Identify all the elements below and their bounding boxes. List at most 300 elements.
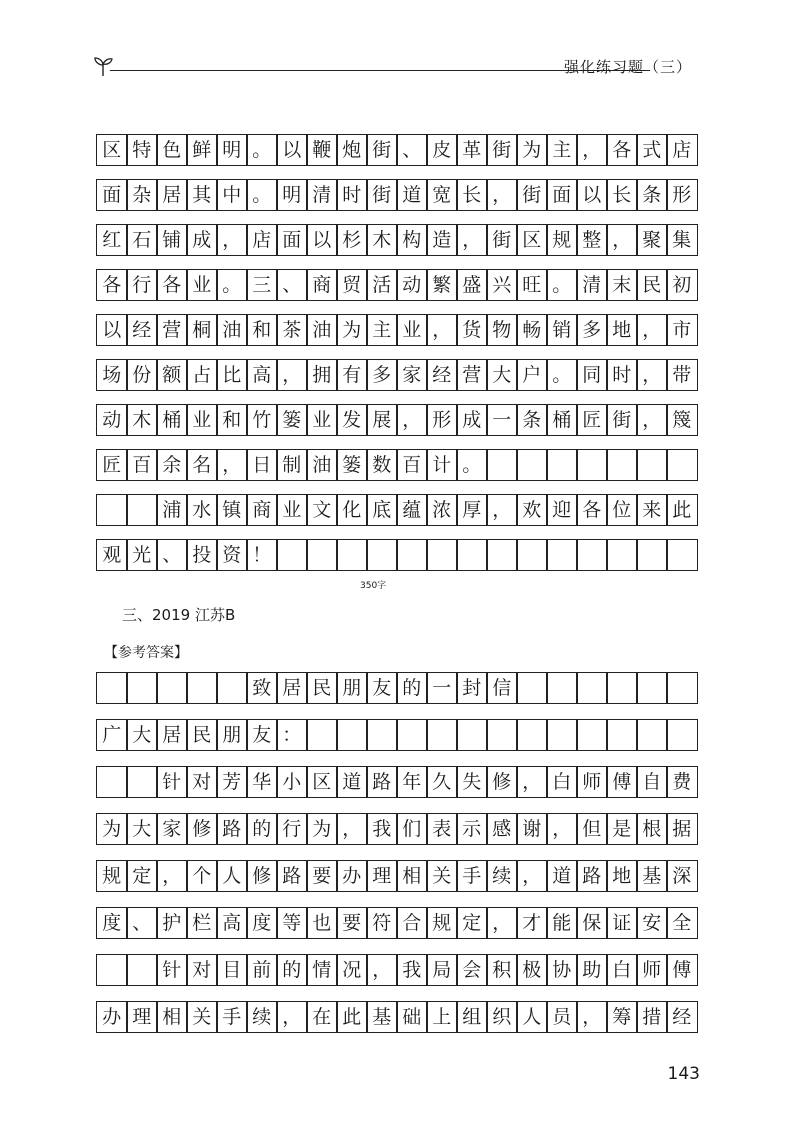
grid-cell: 街 bbox=[366, 134, 398, 166]
grid-cell: 度 bbox=[96, 907, 128, 939]
grid-cell: 路 bbox=[276, 860, 308, 892]
grid-cell: 为 bbox=[516, 134, 548, 166]
grid-cell: 芳 bbox=[216, 766, 248, 798]
grid-cell: 迎 bbox=[546, 494, 578, 526]
grid-cell: 街 bbox=[516, 179, 548, 211]
grid-cell: 高 bbox=[246, 359, 278, 391]
grid-cell: 计 bbox=[426, 449, 458, 481]
grid-cell: 鞭 bbox=[306, 134, 338, 166]
grid-cell: 和 bbox=[246, 314, 278, 346]
grid-cell: 经 bbox=[666, 1001, 698, 1033]
grid-cell: 、 bbox=[126, 907, 158, 939]
grid-cell bbox=[546, 449, 578, 481]
grid-cell: 聚 bbox=[636, 224, 668, 256]
grid-cell: 浦 bbox=[156, 494, 188, 526]
grid-cell: 规 bbox=[96, 860, 128, 892]
grid-cell: 场 bbox=[96, 359, 128, 391]
grid-cell: 才 bbox=[516, 907, 548, 939]
grid-cell: 的 bbox=[396, 672, 428, 704]
grid-cell: 造 bbox=[426, 224, 458, 256]
page-number: 143 bbox=[667, 1064, 700, 1084]
grid-cell: 失 bbox=[456, 766, 488, 798]
grid-cell: 桐 bbox=[186, 314, 218, 346]
grid-cell: 来 bbox=[636, 494, 668, 526]
grid-cell: 道 bbox=[546, 860, 578, 892]
grid-cell: 拥 bbox=[306, 359, 338, 391]
grid-cell: 营 bbox=[156, 314, 188, 346]
grid-cell: 皮 bbox=[426, 134, 458, 166]
grid-cell: 情 bbox=[306, 954, 338, 986]
grid-cell bbox=[516, 719, 548, 751]
grid-cell: 。 bbox=[246, 134, 278, 166]
grid-cell bbox=[666, 672, 698, 704]
grid-cell: 式 bbox=[636, 134, 668, 166]
grid-cell: 的 bbox=[276, 954, 308, 986]
grid-cell: 街 bbox=[486, 224, 518, 256]
grid-cell: 定 bbox=[126, 860, 158, 892]
grid-cell: 修 bbox=[486, 766, 518, 798]
grid-cell: 中 bbox=[216, 179, 248, 211]
grid-cell: 成 bbox=[186, 224, 218, 256]
grid-cell: 匠 bbox=[96, 449, 128, 481]
grid-cell: 居 bbox=[276, 672, 308, 704]
grid-cell: 物 bbox=[486, 314, 518, 346]
grid-cell: 木 bbox=[126, 404, 158, 436]
grid-cell: 根 bbox=[636, 813, 668, 845]
grid-cell: 街 bbox=[366, 179, 398, 211]
grid-cell: 能 bbox=[546, 907, 578, 939]
grid-cell: 特 bbox=[126, 134, 158, 166]
grid-cell bbox=[636, 449, 668, 481]
grid-cell: 区 bbox=[516, 224, 548, 256]
grid-cell: 三 bbox=[246, 269, 278, 301]
grid-cell: 等 bbox=[276, 907, 308, 939]
grid-cell: 民 bbox=[186, 719, 218, 751]
grid-cell: 大 bbox=[486, 359, 518, 391]
grid-cell: 数 bbox=[366, 449, 398, 481]
grid-cell: 友 bbox=[246, 719, 278, 751]
page-header bbox=[92, 52, 692, 82]
grid-row bbox=[96, 179, 698, 211]
grid-cell: 办 bbox=[96, 1001, 128, 1033]
grid-cell bbox=[426, 719, 458, 751]
grid-cell: 局 bbox=[426, 954, 458, 986]
grid-cell: 年 bbox=[396, 766, 428, 798]
grid-cell bbox=[606, 672, 638, 704]
grid-cell bbox=[486, 539, 518, 571]
grid-cell: ： bbox=[276, 719, 308, 751]
grid-cell bbox=[516, 539, 548, 571]
grid-cell bbox=[336, 539, 368, 571]
grid-cell: 合 bbox=[396, 907, 428, 939]
grid-cell: 油 bbox=[306, 314, 338, 346]
grid-cell: 为 bbox=[96, 813, 128, 845]
grid-cell: 形 bbox=[666, 179, 698, 211]
grid-cell: 白 bbox=[606, 954, 638, 986]
grid-cell: 目 bbox=[216, 954, 248, 986]
grid-cell: 位 bbox=[606, 494, 638, 526]
grid-cell: 道 bbox=[336, 766, 368, 798]
grid-cell: 针 bbox=[156, 954, 188, 986]
grid-row bbox=[96, 314, 698, 346]
grid-cell: 傅 bbox=[666, 954, 698, 986]
grid-cell: 时 bbox=[336, 179, 368, 211]
grid-cell: 名 bbox=[186, 449, 218, 481]
grid-cell: 础 bbox=[396, 1001, 428, 1033]
grid-cell: 繁 bbox=[426, 269, 458, 301]
grid-row bbox=[96, 224, 698, 256]
grid-cell: 示 bbox=[456, 813, 488, 845]
grid-cell bbox=[576, 539, 608, 571]
grid-cell bbox=[486, 449, 518, 481]
grid-cell: 居 bbox=[156, 179, 188, 211]
grid-cell: 末 bbox=[606, 269, 638, 301]
grid-cell: 师 bbox=[576, 766, 608, 798]
grid-cell: 区 bbox=[306, 766, 338, 798]
grid-cell: 表 bbox=[426, 813, 458, 845]
grid-cell: 小 bbox=[276, 766, 308, 798]
grid-cell: 篾 bbox=[666, 404, 698, 436]
grid-cell: 安 bbox=[636, 907, 668, 939]
grid-cell: 蕴 bbox=[396, 494, 428, 526]
grid-cell: 面 bbox=[546, 179, 578, 211]
grid-cell bbox=[96, 494, 128, 526]
grid-cell: 业 bbox=[186, 269, 218, 301]
grid-cell: 商 bbox=[246, 494, 278, 526]
grid-cell bbox=[456, 719, 488, 751]
grid-cell: 要 bbox=[306, 860, 338, 892]
grid-cell: 成 bbox=[456, 404, 488, 436]
grid-cell: 续 bbox=[486, 860, 518, 892]
grid-cell: 度 bbox=[246, 907, 278, 939]
grid-cell: ， bbox=[636, 314, 668, 346]
grid-cell: 光 bbox=[126, 539, 158, 571]
section-title: 三、2019 江苏B bbox=[122, 606, 236, 624]
grid-cell: 占 bbox=[186, 359, 218, 391]
grid-cell: 街 bbox=[606, 404, 638, 436]
grid-row bbox=[96, 672, 698, 704]
grid-cell bbox=[546, 672, 578, 704]
header-title: 强化练习题（三） bbox=[563, 58, 692, 76]
grid-row bbox=[96, 494, 698, 526]
grid-cell: 资 bbox=[216, 539, 248, 571]
grid-cell: ， bbox=[216, 449, 248, 481]
grid-cell: 符 bbox=[366, 907, 398, 939]
grid-cell: 路 bbox=[366, 766, 398, 798]
grid-cell: 明 bbox=[216, 134, 248, 166]
grid-cell: 为 bbox=[336, 314, 368, 346]
grid-cell: 极 bbox=[516, 954, 548, 986]
grid-cell: ， bbox=[486, 494, 518, 526]
grid-cell: ， bbox=[486, 907, 518, 939]
grid-cell: 此 bbox=[336, 1001, 368, 1033]
grid-cell: 朋 bbox=[216, 719, 248, 751]
grid-cell: 底 bbox=[366, 494, 398, 526]
grid-cell: 发 bbox=[336, 404, 368, 436]
grid-row bbox=[96, 359, 698, 391]
grid-cell: ， bbox=[426, 314, 458, 346]
grid-cell: 要 bbox=[336, 907, 368, 939]
grid-cell: 匠 bbox=[576, 404, 608, 436]
grid-cell: 石 bbox=[126, 224, 158, 256]
grid-cell: 据 bbox=[666, 813, 698, 845]
grid-cell: 华 bbox=[246, 766, 278, 798]
grid-cell: 、 bbox=[396, 134, 428, 166]
grid-row bbox=[96, 719, 698, 751]
grid-cell: 规 bbox=[426, 907, 458, 939]
grid-cell: 护 bbox=[156, 907, 188, 939]
grid-cell: 带 bbox=[666, 359, 698, 391]
grid-cell: 初 bbox=[666, 269, 698, 301]
grid-cell: ， bbox=[606, 224, 638, 256]
grid-cell: 动 bbox=[396, 269, 428, 301]
grid-cell: 、 bbox=[276, 269, 308, 301]
grid-cell: 员 bbox=[546, 1001, 578, 1033]
grid-cell: 、 bbox=[156, 539, 188, 571]
grid-cell: 行 bbox=[126, 269, 158, 301]
grid-cell: 桶 bbox=[546, 404, 578, 436]
grid-cell: 铺 bbox=[156, 224, 188, 256]
grid-cell: 个 bbox=[186, 860, 218, 892]
grid-cell: 人 bbox=[216, 860, 248, 892]
grid-cell bbox=[96, 954, 128, 986]
grid-cell: 理 bbox=[126, 1001, 158, 1033]
grid-cell: 市 bbox=[666, 314, 698, 346]
grid-cell: 色 bbox=[156, 134, 188, 166]
grid-cell: 欢 bbox=[516, 494, 548, 526]
grid-cell: 是 bbox=[606, 813, 638, 845]
grid-cell: 栏 bbox=[186, 907, 218, 939]
grid-cell bbox=[546, 719, 578, 751]
answer-label: 【参考答案】 bbox=[104, 645, 188, 661]
grid-cell: 民 bbox=[636, 269, 668, 301]
grid-cell: 店 bbox=[666, 134, 698, 166]
grid-cell bbox=[96, 766, 128, 798]
grid-cell: 区 bbox=[96, 134, 128, 166]
grid-cell bbox=[666, 539, 698, 571]
grid-cell: 理 bbox=[366, 860, 398, 892]
grid-cell: 长 bbox=[456, 179, 488, 211]
grid-cell bbox=[426, 539, 458, 571]
grid-cell: 相 bbox=[396, 860, 428, 892]
grid-cell: 证 bbox=[606, 907, 638, 939]
grid-cell: 致 bbox=[246, 672, 278, 704]
grid-cell: 展 bbox=[366, 404, 398, 436]
grid-cell: 相 bbox=[156, 1001, 188, 1033]
grid-cell: 同 bbox=[576, 359, 608, 391]
grid-cell: 革 bbox=[456, 134, 488, 166]
grid-cell bbox=[396, 539, 428, 571]
grid-cell: 集 bbox=[666, 224, 698, 256]
grid-row bbox=[96, 813, 698, 845]
grid-cell: ， bbox=[546, 813, 578, 845]
grid-cell bbox=[606, 719, 638, 751]
grid-cell: 路 bbox=[576, 860, 608, 892]
grid-cell: 措 bbox=[636, 1001, 668, 1033]
grid-cell: 朋 bbox=[336, 672, 368, 704]
grid-cell: 构 bbox=[396, 224, 428, 256]
grid-cell: 组 bbox=[456, 1001, 488, 1033]
grid-cell: 大 bbox=[126, 813, 158, 845]
grid-cell: ， bbox=[396, 404, 428, 436]
grid-cell: 业 bbox=[276, 494, 308, 526]
grid-cell: 但 bbox=[576, 813, 608, 845]
grid-cell: 我 bbox=[396, 954, 428, 986]
grid-cell: 修 bbox=[246, 860, 278, 892]
grid-cell bbox=[276, 539, 308, 571]
grid-cell: 和 bbox=[216, 404, 248, 436]
grid-cell: 手 bbox=[216, 1001, 248, 1033]
grid-cell: 筹 bbox=[606, 1001, 638, 1033]
grid-cell: 销 bbox=[546, 314, 578, 346]
grid-cell: 谢 bbox=[516, 813, 548, 845]
grid-cell: ， bbox=[486, 179, 518, 211]
grid-cell bbox=[636, 539, 668, 571]
grid-cell: 保 bbox=[576, 907, 608, 939]
grid-cell: 长 bbox=[606, 179, 638, 211]
grid-cell bbox=[636, 719, 668, 751]
grid-cell: 油 bbox=[216, 314, 248, 346]
grid-cell: 封 bbox=[456, 672, 488, 704]
grid-cell: 盛 bbox=[456, 269, 488, 301]
grid-cell: 傅 bbox=[606, 766, 638, 798]
grid-cell: ， bbox=[156, 860, 188, 892]
grid-cell: ， bbox=[456, 224, 488, 256]
grid-cell: 定 bbox=[456, 907, 488, 939]
grid-cell: 日 bbox=[246, 449, 278, 481]
grid-cell: 店 bbox=[246, 224, 278, 256]
grid-cell bbox=[516, 449, 548, 481]
grid-cell: 民 bbox=[306, 672, 338, 704]
grid-row bbox=[96, 766, 698, 798]
grid-cell: 整 bbox=[576, 224, 608, 256]
grid-cell: 广 bbox=[96, 719, 128, 751]
grid-cell: 此 bbox=[666, 494, 698, 526]
grid-cell bbox=[486, 719, 518, 751]
grid-cell: 百 bbox=[396, 449, 428, 481]
grid-cell: 以 bbox=[576, 179, 608, 211]
grid-cell: 动 bbox=[96, 404, 128, 436]
grid-cell: 。 bbox=[546, 269, 578, 301]
grid-cell: ， bbox=[576, 1001, 608, 1033]
grid-cell: 我 bbox=[366, 813, 398, 845]
grid-cell: 比 bbox=[216, 359, 248, 391]
grid-cell: 助 bbox=[576, 954, 608, 986]
grid-cell bbox=[396, 719, 428, 751]
grid-cell: 篓 bbox=[336, 449, 368, 481]
grid-cell: 高 bbox=[216, 907, 248, 939]
grid-cell: 货 bbox=[456, 314, 488, 346]
grid-cell: 协 bbox=[546, 954, 578, 986]
grid-cell: 为 bbox=[306, 813, 338, 845]
grid-cell: 份 bbox=[126, 359, 158, 391]
grid-cell: ， bbox=[276, 1001, 308, 1033]
grid-cell bbox=[366, 539, 398, 571]
grid-cell: 畅 bbox=[516, 314, 548, 346]
grid-cell: 道 bbox=[396, 179, 428, 211]
grid-cell: ， bbox=[636, 359, 668, 391]
grid-cell: 们 bbox=[396, 813, 428, 845]
grid-cell bbox=[366, 719, 398, 751]
grid-cell: 镇 bbox=[216, 494, 248, 526]
grid-cell: ， bbox=[336, 813, 368, 845]
grid-cell: 营 bbox=[456, 359, 488, 391]
grid-cell: 一 bbox=[426, 672, 458, 704]
grid-cell: 各 bbox=[156, 269, 188, 301]
grid-cell: 积 bbox=[486, 954, 518, 986]
grid-cell bbox=[336, 719, 368, 751]
grid-cell: 大 bbox=[126, 719, 158, 751]
grid-cell: ， bbox=[516, 766, 548, 798]
grid-cell: 商 bbox=[306, 269, 338, 301]
grid-cell bbox=[156, 672, 188, 704]
grid-cell bbox=[186, 672, 218, 704]
grid-cell: 白 bbox=[546, 766, 578, 798]
grid-cell: 鲜 bbox=[186, 134, 218, 166]
grid-cell: 旺 bbox=[516, 269, 548, 301]
grid-cell: 针 bbox=[156, 766, 188, 798]
grid-row bbox=[96, 907, 698, 939]
grid-cell: 一 bbox=[486, 404, 518, 436]
grid-cell: 明 bbox=[276, 179, 308, 211]
grid-cell: 家 bbox=[156, 813, 188, 845]
grid-cell: 手 bbox=[456, 860, 488, 892]
grid-cell: 厚 bbox=[456, 494, 488, 526]
grid-cell bbox=[576, 719, 608, 751]
grid-cell: 地 bbox=[606, 860, 638, 892]
grid-cell: 深 bbox=[666, 860, 698, 892]
grid-cell: 人 bbox=[516, 1001, 548, 1033]
grid-cell: 。 bbox=[246, 179, 278, 211]
grid-row bbox=[96, 449, 698, 481]
grid-row bbox=[96, 954, 698, 986]
grid-cell bbox=[96, 672, 128, 704]
grid-cell: 规 bbox=[546, 224, 578, 256]
grid-cell: 形 bbox=[426, 404, 458, 436]
grid-cell: 费 bbox=[666, 766, 698, 798]
grid-cell: 关 bbox=[426, 860, 458, 892]
grid-cell: 面 bbox=[96, 179, 128, 211]
grid-cell bbox=[666, 719, 698, 751]
grid-cell: 篓 bbox=[276, 404, 308, 436]
grid-cell: 桶 bbox=[156, 404, 188, 436]
grid-cell: 路 bbox=[216, 813, 248, 845]
grid-cell: 行 bbox=[276, 813, 308, 845]
grid-cell: 主 bbox=[546, 134, 578, 166]
grid-cell: 条 bbox=[516, 404, 548, 436]
grid-cell: 织 bbox=[486, 1001, 518, 1033]
grid-cell bbox=[576, 449, 608, 481]
grid-cell: 木 bbox=[366, 224, 398, 256]
grid-cell bbox=[576, 672, 608, 704]
grid-cell: 文 bbox=[306, 494, 338, 526]
grid-cell: 经 bbox=[126, 314, 158, 346]
grid-cell bbox=[636, 672, 668, 704]
grid-cell: 清 bbox=[306, 179, 338, 211]
grid-cell: 对 bbox=[186, 766, 218, 798]
grid-cell: 久 bbox=[426, 766, 458, 798]
sprout-icon bbox=[92, 52, 114, 78]
grid-cell: 的 bbox=[246, 813, 278, 845]
grid-cell: 观 bbox=[96, 539, 128, 571]
grid-cell: 炮 bbox=[336, 134, 368, 166]
grid-cell: 。 bbox=[216, 269, 248, 301]
grid-cell: 百 bbox=[126, 449, 158, 481]
grid-cell: 杉 bbox=[336, 224, 368, 256]
grid-cell: 以 bbox=[276, 134, 308, 166]
grid-cell: 条 bbox=[636, 179, 668, 211]
grid-cell: 居 bbox=[156, 719, 188, 751]
